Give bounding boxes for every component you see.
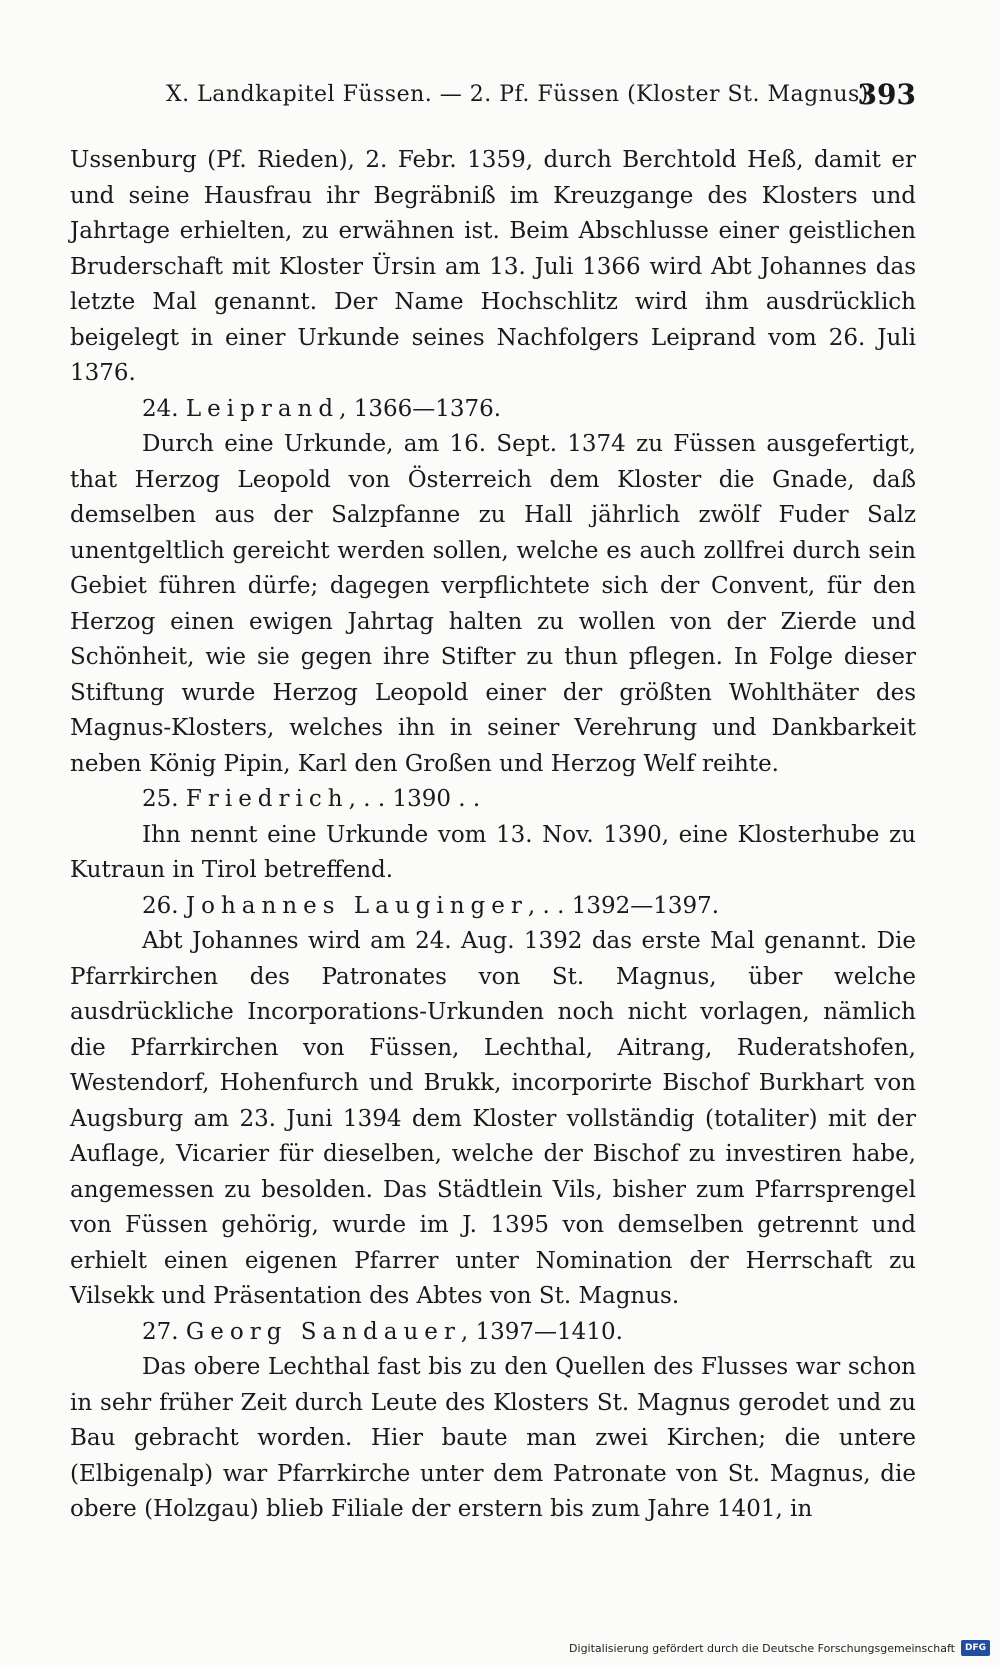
footer-text: Digitalisierung gefördert durch die Deutsche Forschungsgemeinschaft (569, 1641, 955, 1655)
paragraph: Durch eine Urkunde, am 16. Sept. 1374 zu Füssen ausgefertigt, that Herzog Leopold von Österreich dem Kloster die Gnade, daß demselben aus der Salzpfanne zu Hall jährlich zwölf Fuder Salz unentgeltlich gereicht werden sollen, welche es auch zollfrei durch sein Gebiet führen dürfe; dagegen verpflichtete sich der Convent, für den Herzog einen ewigen Jahrtag halten zu wollen von der Zierde und Schönheit, wie sie gegen ihre Stifter zu thun pflegen. In Folge dieser Stiftung wurde Herzog Leopold einer der größten Wohlthäter des Magnus-Klosters, welches ihn in seiner Verehrung und Dankbarkeit neben König Pipin, Karl den Großen und Herzog Welf reihte. (70, 431, 916, 777)
abbot-name: Georg Sandauer (185, 1318, 461, 1345)
entry-number: 26. (142, 892, 179, 919)
abbot-name: Johannes Lauginger (185, 892, 528, 919)
running-header (70, 78, 916, 122)
abbot-name: Leiprand (185, 395, 340, 422)
entry-number: 24. (142, 395, 179, 422)
paragraph: Ussenburg (Pf. Rieden), 2. Febr. 1359, durch Berchtold Heß, damit er und seine Hausfrau ihr Begräbniß im Kreuzgange des Klosters und Jahrtage erhielten, zu erwähnen ist. Beim Abschlusse einer geistlichen Bruderschaft mit Kloster Ürsin am 13. Juli 1366 wird Abt Johannes das letzte Mal genannt. Der Name Hochschlitz wird ihm ausdrücklich beigelegt in einer Urkunde seines Nachfolgers Leiprand vom 26. Juli 1376. (70, 147, 916, 386)
dfg-logo-icon: DFG (961, 1640, 990, 1656)
digitization-footer (569, 1639, 990, 1657)
abbot-entry-heading (70, 782, 916, 818)
main-text (70, 143, 916, 1528)
page-number: 393 (857, 78, 916, 111)
abbot-name: Friedrich (185, 786, 349, 812)
abbot-entry-heading (70, 1315, 916, 1351)
abbot-entry-heading (70, 889, 916, 925)
entry-number: 25. (142, 786, 179, 812)
entry-dates: , 1366—1376. (339, 395, 502, 422)
entry-dates: , . . 1390 . . (348, 786, 481, 812)
paragraph: Abt Johannes wird am 24. Aug. 1392 das erste Mal genannt. Die Pfarrkirchen des Patronates von St. Magnus, über welche ausdrückliche Incorporations-Urkunden noch nicht vorlagen, nämlich die Pfarrkirchen von Füssen, Lechthal, Aitrang, Ruderatshofen, Westendorf, Hohenfurch und Brukk, incorporirte Bischof Burkhart von Augsburg am 23. Juni 1394 dem Kloster vollständig (totaliter) mit der Auflage, Vicarier für dieselben, welche der Bischof zu investiren habe, angemessen zu besolden. Das Städtlein Vils, bisher zum Pfarrsprengel von Füssen gehörig, wurde im J. 1395 von demselben getrennt und erhielt einen eigenen Pfarrer unter Nomination der Herrschaft zu Vilsekk und Präsentation des Abtes von St. Magnus. (70, 928, 916, 1309)
entry-dates: , . . 1392—1397. (527, 892, 720, 919)
chapter-heading: X. Landkapitel Füssen. — 2. Pf. Füssen (Kloster St. Magnus). (166, 82, 877, 107)
entry-dates: , 1397—1410. (460, 1318, 623, 1345)
abbot-entry-heading (70, 392, 916, 428)
paragraph: Das obere Lechthal fast bis zu den Quellen des Flusses war schon in sehr früher Zeit durch Leute des Klosters St. Magnus gerodet und zu Bau gebracht worden. Hier baute man zwei Kirchen; die untere (Elbigenalp) war Pfarrkirche unter dem Patronate von St. Magnus, die obere (Holzgau) blieb Filiale der erstern bis zum Jahre 1401, in (70, 1354, 916, 1522)
entry-number: 27. (142, 1318, 179, 1345)
paragraph: Ihn nennt eine Urkunde vom 13. Nov. 1390, eine Klosterhube zu Kutraun in Tirol betreffend. (70, 821, 916, 883)
